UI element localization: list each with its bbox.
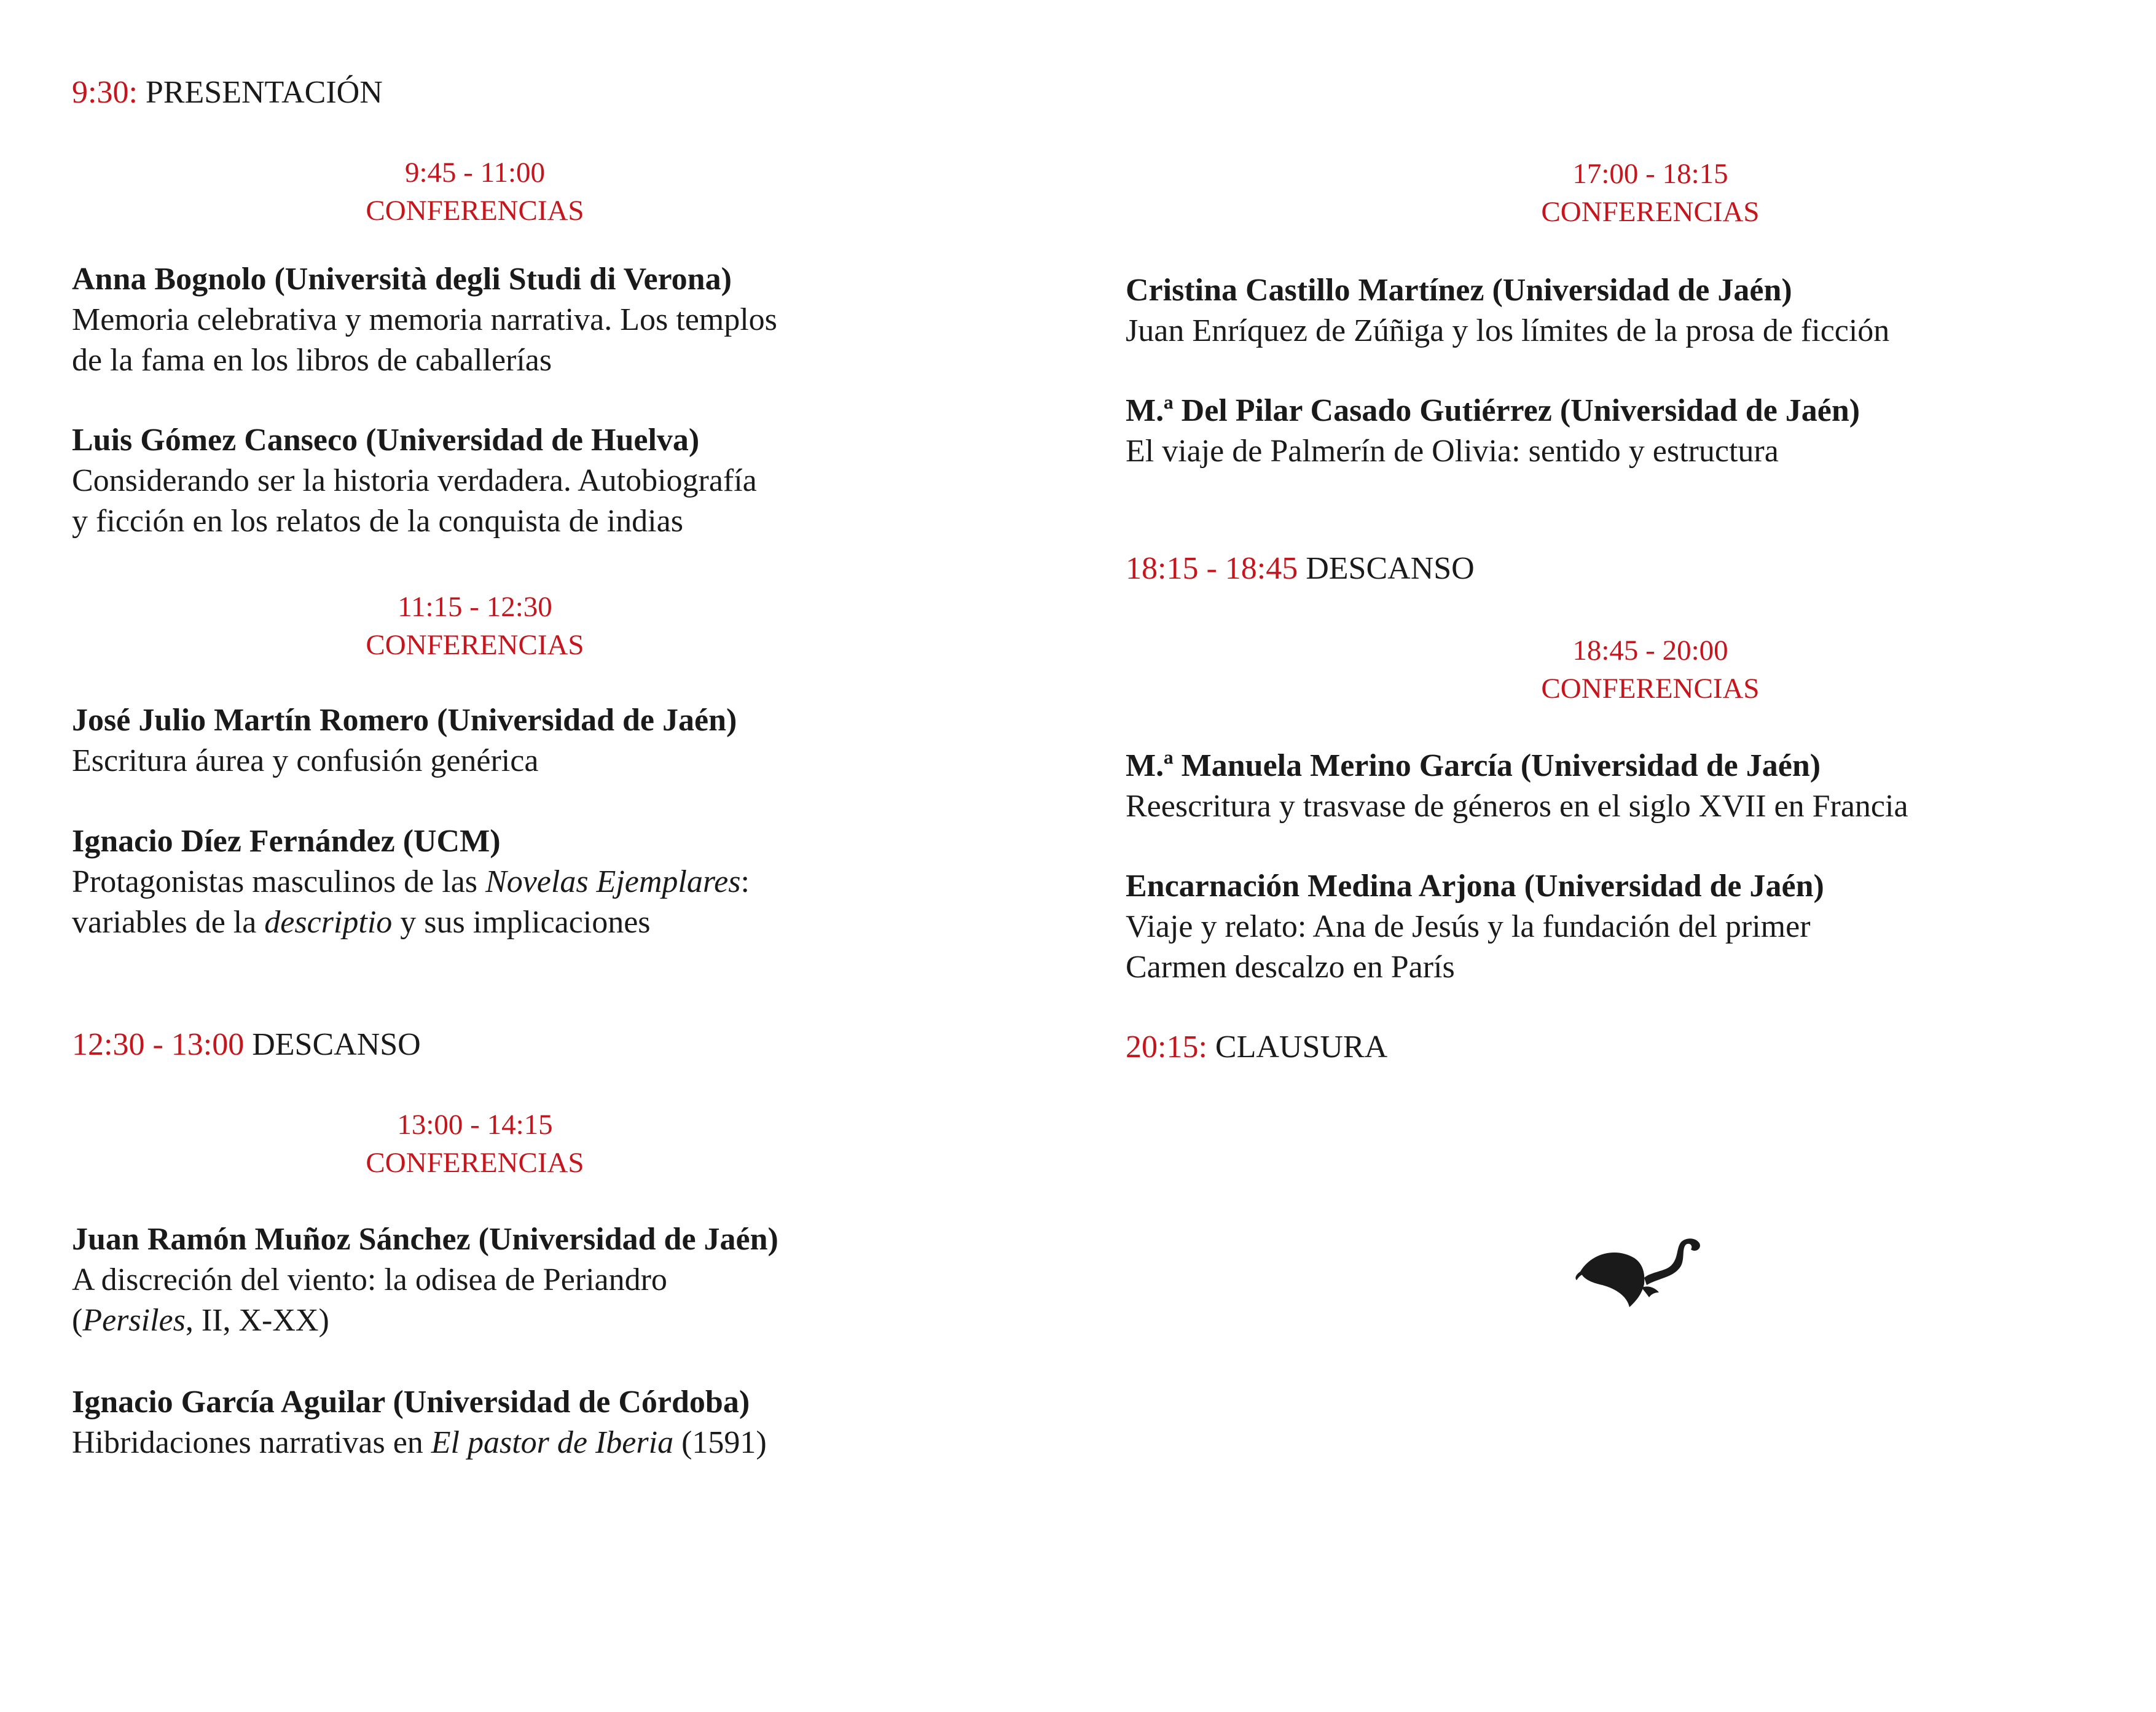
speaker-name: M.ª Manuela Merino García (Universidad de Jaén) [1126, 748, 1821, 783]
speaker-name: José Julio Martín Romero (Universidad de Jaén) [72, 703, 737, 738]
talk-title-line: de la fama en los libros de caballerías [72, 343, 552, 378]
talk-title-line: Escritura áurea y confusión genérica [72, 743, 539, 778]
talk-title-line: Carmen descalzo en París [1126, 950, 1455, 985]
session-time: 11:15 - 12:30 [398, 591, 552, 623]
talk-title-line: Hibridaciones narrativas en El pastor de Iberia (1591) [72, 1425, 767, 1460]
break-line [72, 1025, 421, 1065]
talk-title-line: Viaje y relato: Ana de Jesús y la fundación del primer [1126, 909, 1811, 944]
opening-line [72, 72, 383, 113]
session-time: 17:00 - 18:15 [1572, 158, 1728, 190]
break-label: DESCANSO [252, 1027, 421, 1062]
speaker-name: Ignacio García Aguilar (Universidad de Córdoba) [72, 1385, 750, 1420]
session-heading [1126, 631, 2156, 708]
session-label: CONFERENCIAS [1541, 673, 1760, 705]
session-time: 9:45 - 11:00 [404, 157, 546, 189]
session-heading [72, 588, 878, 664]
talk-title-line: Protagonistas masculinos de las Novelas Ejemplares: [72, 864, 750, 899]
session-time: 18:45 - 20:00 [1572, 635, 1728, 666]
break-time: 18:15 - 18:45 [1126, 551, 1298, 586]
talk-title-line: Reescritura y trasvase de géneros en el siglo XVII en Francia [1126, 789, 1908, 824]
session-time: 13:00 - 14:15 [397, 1109, 553, 1141]
speaker-name: Anna Bognolo (Università degli Studi di Verona) [72, 262, 732, 297]
talk-title-line: Considerando ser la historia verdadera. Autobiografía [72, 463, 757, 498]
session-label: CONFERENCIAS [1541, 196, 1760, 228]
break-label: DESCANSO [1306, 551, 1475, 586]
talk-title-line: y ficción en los relatos de la conquista de indias [72, 504, 683, 539]
speaker-name: Juan Ramón Muñoz Sánchez (Universidad de Jaén) [72, 1222, 778, 1257]
talk-title-line: variables de la descriptio y sus implicaciones [72, 905, 651, 940]
session-heading [72, 154, 878, 230]
speaker-name: Cristina Castillo Martínez (Universidad de Jaén) [1126, 273, 1792, 308]
break-line [1126, 549, 1475, 589]
break-time: 12:30 - 13:00 [72, 1027, 245, 1062]
speaker-name: Luis Gómez Canseco (Universidad de Huelva) [72, 423, 700, 458]
session-label: CONFERENCIAS [366, 195, 584, 227]
talk-title-line: Juan Enríquez de Zúñiga y los límites de la prosa de ficción [1126, 313, 1890, 348]
closing-line [1126, 1027, 1387, 1068]
opening-time: 9:30: [72, 75, 138, 110]
talk-title-line: (Persiles, II, X-XX) [72, 1303, 329, 1338]
talk-title-line: Memoria celebrativa y memoria narrativa. Los templos [72, 302, 777, 337]
closing-time: 20:15: [1126, 1030, 1207, 1065]
talk-title-line: El viaje de Palmerín de Olivia: sentido y estructura [1126, 434, 1779, 469]
speaker-name: M.ª Del Pilar Casado Gutiérrez (Universidad de Jaén) [1126, 393, 1860, 428]
fleuron-leaf-icon [1573, 1229, 1702, 1308]
session-heading [72, 1106, 878, 1182]
speaker-name: Ignacio Díez Fernández (UCM) [72, 824, 501, 859]
session-label: CONFERENCIAS [366, 629, 584, 661]
session-label: CONFERENCIAS [366, 1147, 584, 1179]
session-heading [1126, 155, 2156, 231]
talk-title-line: A discreción del viento: la odisea de Periandro [72, 1262, 667, 1297]
opening-label: PRESENTACIÓN [145, 75, 383, 110]
speaker-name: Encarnación Medina Arjona (Universidad de Jaén) [1126, 869, 1824, 904]
closing-label: CLAUSURA [1215, 1030, 1388, 1065]
